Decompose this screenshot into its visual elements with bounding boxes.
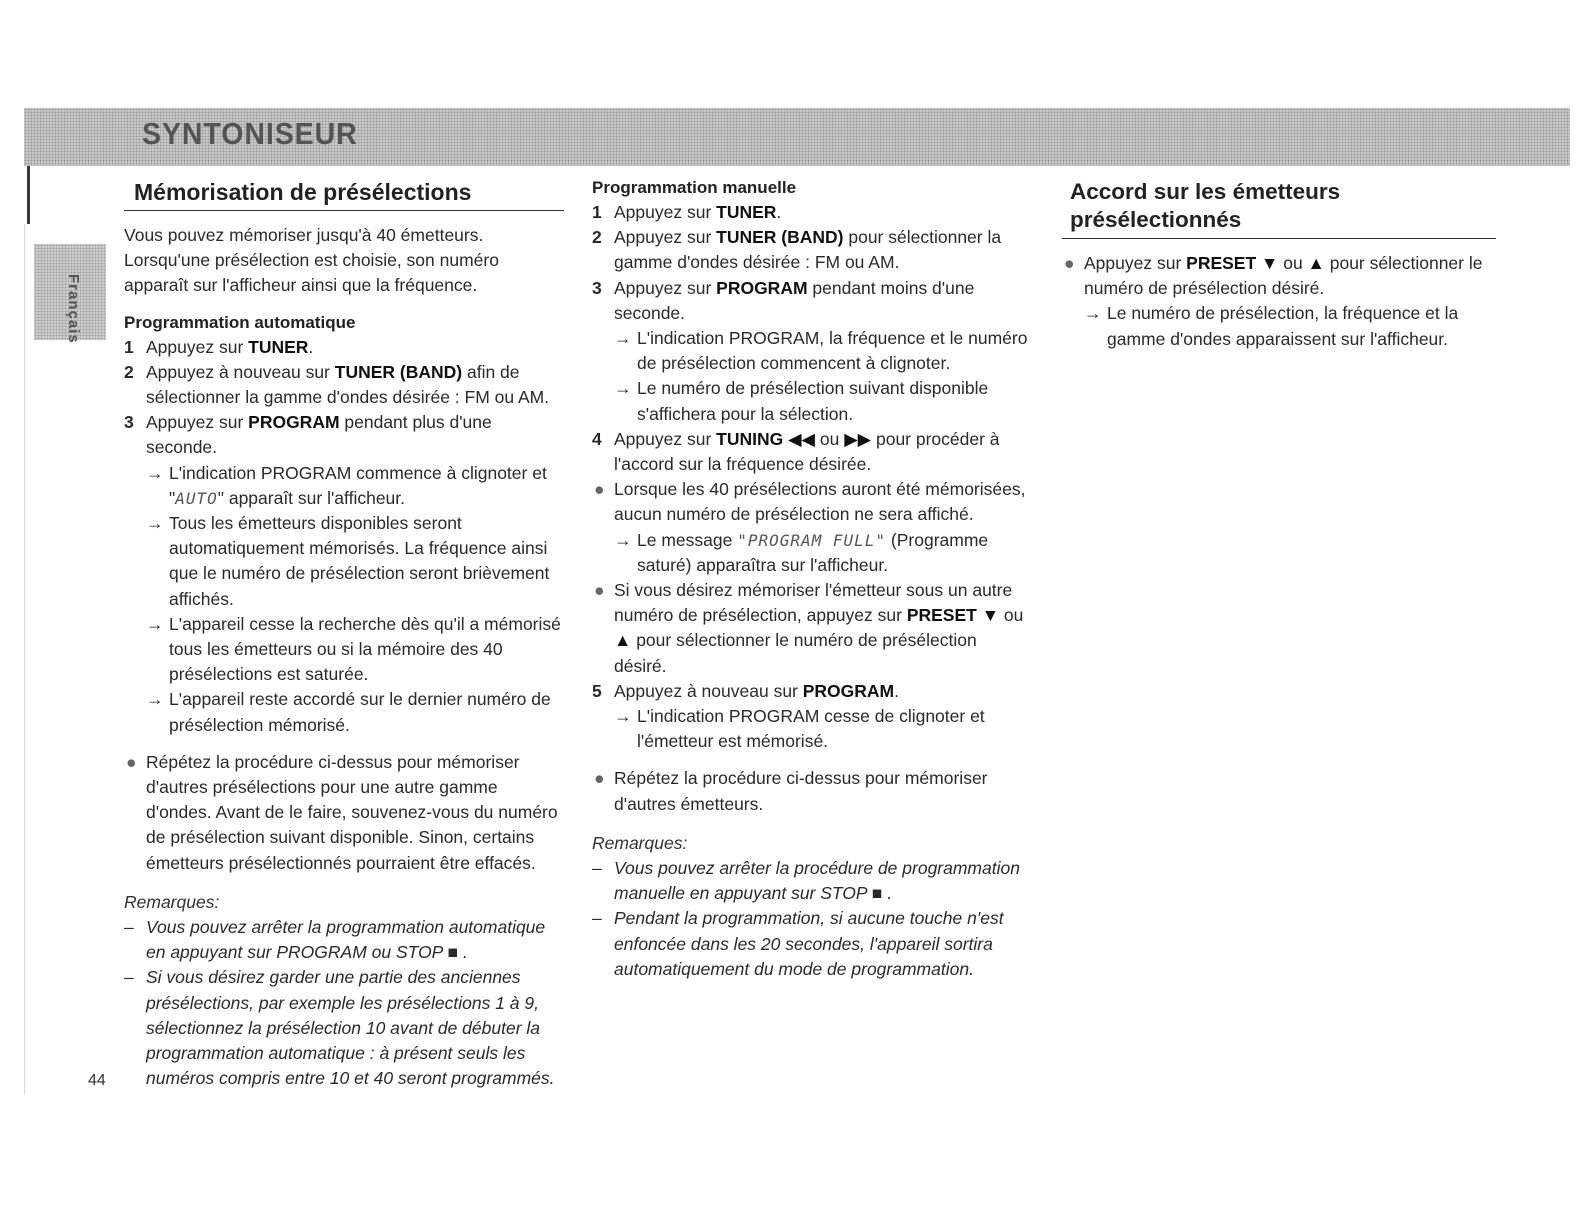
step-number: 5 — [592, 680, 602, 701]
section-title-preset-memory: Mémorisation de présélections — [124, 178, 564, 211]
key-label: PRESET ▼ — [906, 605, 1000, 626]
result-2: → Tous les émetteurs disponibles seront automatiquement mémorisés. La fréquence ainsi que le numéro de présélection seront brièvement affichés. — [146, 513, 550, 609]
dash-icon: – — [592, 858, 602, 879]
arrow-icon: → — [614, 706, 632, 727]
step-2: 2 Appuyez à nouveau sur TUNER (BAND) afin de sélectionner la gamme d'ondes désirée : FM ou AM. — [124, 361, 550, 408]
bullet-full: ● Lorsque les 40 présélections auront été mémorisées, aucun numéro de présélection ne sera affiché. — [594, 479, 1026, 525]
step-4: 4 Appuyez sur TUNING ◀◀ ou ▶▶ pour procéder à l'accord sur la fréquence désirée. — [592, 428, 1000, 475]
arrow-icon: → — [146, 613, 164, 634]
step-3: 3 Appuyez sur PROGRAM pendant moins d'une seconde. — [592, 277, 975, 323]
dash-icon: – — [592, 908, 602, 929]
side-rule — [27, 166, 30, 224]
key-label: TUNING ◀◀ — [716, 428, 815, 449]
remark-2: – Si vous désirez garder une partie des anciennes présélections, par exemple les présélections 1 à 9, sélectionnez la présélection 10 avant de débuter la programmation automatique : à présent seuls les numéros compris entre 10 et 40 seront programmés. — [124, 967, 555, 1089]
key-label: PROGRAM — [716, 277, 808, 298]
intro-paragraph: Vous pouvez mémoriser jusqu'à 40 émetteurs. Lorsqu'une présélection est choisie, son numéro apparaît sur l'afficheur ainsi que la fréquence. — [124, 225, 499, 296]
bullet-preset: ● Appuyez sur PRESET ▼ ou ▲ pour sélectionner le numéro de présélection désiré. — [1064, 253, 1483, 299]
key-label: PROGRAM — [248, 412, 340, 433]
step-3: 3 Appuyez sur PROGRAM pendant plus d'une seconde. — [124, 412, 492, 458]
remarks-title: Remarques: — [592, 832, 688, 853]
bullet-repeat: ● Répétez la procédure ci-dessus pour mémoriser d'autres émetteurs. — [594, 768, 988, 814]
dash-icon: – — [124, 917, 134, 938]
step-2: 2 Appuyez sur TUNER (BAND) pour sélectionner la gamme d'ondes désirée : FM ou AM. — [592, 227, 1002, 273]
arrow-icon: → — [1084, 303, 1102, 324]
result-3: → Le message "PROGRAM FULL" (Programme saturé) apparaîtra sur l'afficheur. — [614, 529, 989, 575]
arrow-icon: → — [146, 689, 164, 710]
bullet-icon: ● — [126, 751, 137, 772]
step-number: 3 — [124, 412, 134, 433]
language-tab-label: Français — [65, 274, 82, 344]
section-banner — [24, 108, 1570, 166]
bullet-repeat: ● Répétez la procédure ci-dessus pour mémoriser d'autres présélections pour une autre gamme d'ondes. Avant de le faire, souvenez-vous du numéro de présélection suivant disponible. Sinon, certains émetteurs présélectionnés pourraient être effacés. — [126, 751, 558, 873]
subheading-auto-programming: Programmation automatique — [124, 312, 356, 332]
step-number: 4 — [592, 428, 602, 449]
remark-1: – Vous pouvez arrêter la programmation automatique en appuyant sur PROGRAM ou STOP ■ . — [124, 917, 546, 963]
result-1: → L'indication PROGRAM, la fréquence et le numéro de présélection commencent à clignoter. — [614, 328, 1028, 374]
arrow-icon: → — [614, 328, 632, 349]
step-number: 1 — [124, 336, 134, 357]
key-label: PRESET ▼ — [1186, 253, 1279, 273]
key-label: TUNER (BAND) — [716, 227, 844, 248]
key-label: ▶▶ — [844, 428, 872, 449]
key-label: ▲ — [1307, 253, 1325, 273]
column-manual-programming — [592, 176, 1032, 982]
key-label: PROGRAM — [802, 680, 895, 701]
arrow-icon: → — [614, 529, 632, 550]
bullet-icon: ● — [594, 580, 605, 601]
arrow-icon: → — [614, 378, 632, 399]
key-label: TUNER — [248, 336, 309, 357]
side-rule-thin — [24, 224, 25, 1094]
step-1: 1 Appuyez sur TUNER. — [124, 335, 564, 360]
remarks-title: Remarques: — [124, 891, 220, 912]
step-5: 5 Appuyez à nouveau sur PROGRAM. — [592, 679, 1032, 704]
bullet-other-preset: ● Si vous désirez mémoriser l'émetteur sous un autre numéro de présélection, appuyez sur PRESET ▼ ou ▲ pour sélectionner le numéro de présélection désiré. — [594, 580, 1024, 676]
section-title-preset-tuning: Accord sur les émetteurs présélectionnés — [1062, 178, 1496, 239]
lcd-text: "PROGRAM FULL" — [737, 530, 887, 550]
remark-1: – Vous pouvez arrêter la procédure de programmation manuelle en appuyant sur STOP ■ . — [592, 858, 1020, 904]
step-number: 2 — [124, 361, 134, 382]
key-label: TUNER (BAND) — [334, 361, 463, 382]
language-tab — [34, 244, 106, 344]
result-1: → Le numéro de présélection, la fréquence et la gamme d'ondes apparaissent sur l'afficheur. — [1084, 303, 1459, 349]
step-number: 1 — [592, 202, 602, 222]
bullet-icon: ● — [1064, 253, 1075, 273]
result-3: → L'appareil cesse la recherche dès qu'il a mémorisé tous les émetteurs ou si la mémoire des 40 présélections est saturée. — [146, 613, 561, 685]
remark-2: – Pendant la programmation, si aucune touche n'est enfoncée dans les 20 secondes, l'appareil sortira automatiquement du mode de programmation. — [592, 908, 1004, 979]
column-preset-memory — [124, 176, 564, 1092]
result-4: → L'indication PROGRAM cesse de clignoter et l'émetteur est mémorisé. — [614, 706, 985, 752]
result-2: → Le numéro de présélection suivant disponible s'affichera pour la sélection. — [614, 378, 989, 424]
step-number: 3 — [592, 277, 602, 298]
result-4: → L'appareil reste accordé sur le dernier numéro de présélection mémorisé. — [146, 689, 551, 735]
key-label: ▲ — [614, 630, 632, 651]
page-number: 44 — [88, 1072, 106, 1089]
step-number: 2 — [592, 227, 602, 248]
subheading-manual-programming: Programmation manuelle — [592, 178, 797, 197]
bullet-icon: ● — [594, 479, 605, 500]
arrow-icon: → — [146, 462, 164, 483]
banner-title: SYNTONISEUR — [142, 116, 358, 151]
step-1: 1 Appuyez sur TUNER. — [592, 200, 1032, 225]
key-label: TUNER — [716, 202, 777, 222]
column-preset-tuning — [1062, 176, 1502, 352]
bullet-icon: ● — [594, 768, 605, 789]
lcd-text: AUTO — [175, 488, 218, 508]
result-1: → L'indication PROGRAM commence à clignoter et "AUTO" apparaît sur l'afficheur. — [146, 462, 547, 508]
dash-icon: – — [124, 967, 134, 988]
arrow-icon: → — [146, 513, 164, 534]
